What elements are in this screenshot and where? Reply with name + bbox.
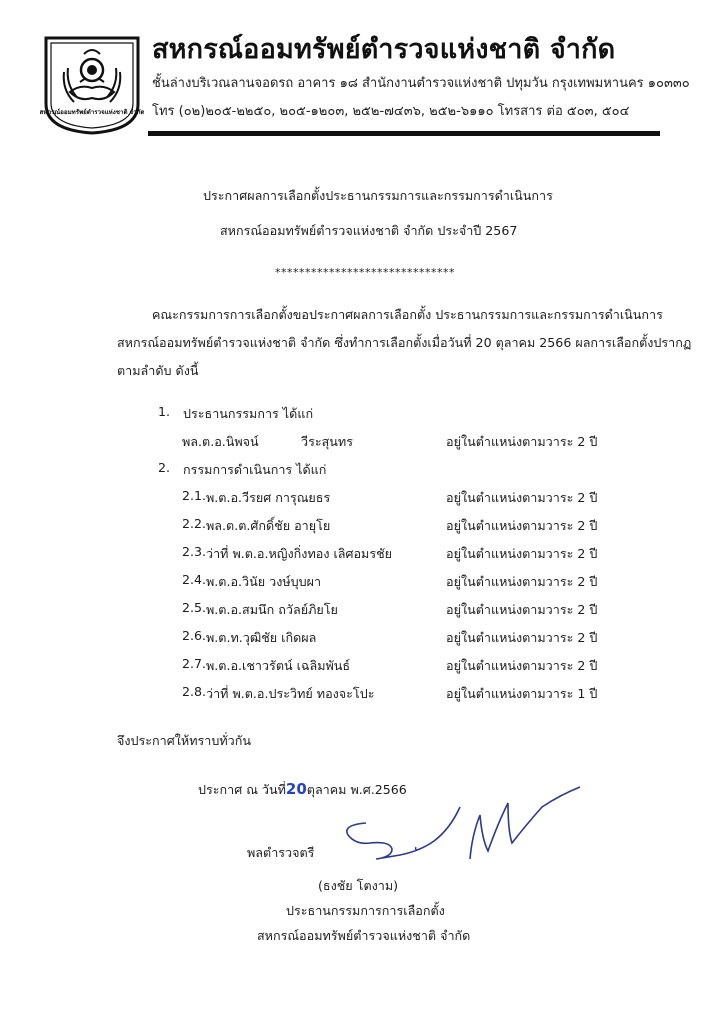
svg-text:สหกรณ์ออมทรัพย์ตำรวจแห่งชาติ จ: สหกรณ์ออมทรัพย์ตำรวจแห่งชาติ จำกัด — [40, 109, 144, 116]
member-name: พ.ต.อ.วินัย วงษ์บุบผา — [206, 574, 322, 589]
header-divider — [148, 131, 660, 136]
member-name: พ.ต.อ.สมนึก ถวัลย์ภิยโย — [206, 602, 338, 617]
member-term: อยู่ในตำแหน่งตามวาระ 2 ปี — [446, 518, 598, 533]
organization-address: ชั้นล่างบริเวณลานจอดรถ อาคาร ๑๘ สำนักงานตำรวจแห่งชาติ ปทุมวัน กรุงเทพมหานคร ๑๐๓๓๐ — [152, 76, 690, 91]
announcement-title-line1: ประกาศผลการเลือกตั้งประธานกรรมการและกรรมการดำเนินการ — [203, 188, 553, 203]
closing-statement: จึงประกาศให้ทราบทั่วกัน — [117, 733, 251, 748]
member-name: พล.ต.ต.ศักดิ์ชัย อายุโย — [206, 518, 331, 533]
member-number: 2.8. — [182, 684, 207, 699]
member-number: 2.6. — [182, 628, 207, 643]
date-month-year: ตุลาคม พ.ศ.2566 — [306, 782, 407, 797]
section2-number: 2. — [158, 460, 171, 475]
signer-position: ประธานกรรมการการเลือกตั้ง — [286, 903, 445, 918]
chairman-term: อยู่ในตำแหน่งตามวาระ 2 ปี — [446, 434, 598, 449]
member-name: พ.ต.อ.วีรยศ การุณยธร — [206, 490, 331, 505]
member-number: 2.1. — [182, 488, 207, 503]
handwritten-signature — [330, 785, 590, 870]
intro-line1: คณะกรรมการการเลือกตั้งขอประกาศผลการเลือกตั้ง ประธานกรรมการและกรรมการดำเนินการ — [152, 307, 663, 322]
date-day: 20 — [285, 780, 307, 798]
intro-line3: ตามลำดับ ดังนี้ — [117, 363, 199, 378]
member-number: 2.4. — [182, 572, 207, 587]
member-name: ว่าที่ พ.ต.อ.หญิงกิ่งทอง เลิศอมรชัย — [206, 546, 393, 561]
member-name: ว่าที่ พ.ต.อ.ประวิทย์ ทองจะโปะ — [206, 686, 375, 701]
section2-heading: กรรมการดำเนินการ ได้แก่ — [183, 462, 327, 477]
member-name: พ.ต.อ.เชาวรัตน์ เฉลิมพันธ์ — [206, 658, 351, 673]
chairman-name-first: พล.ต.อ.นิพจน์ — [182, 434, 259, 449]
member-term: อยู่ในตำแหน่งตามวาระ 2 ปี — [446, 630, 598, 645]
member-term: อยู่ในตำแหน่งตามวาระ 2 ปี — [446, 602, 598, 617]
announcement-title-line2: สหกรณ์ออมทรัพย์ตำรวจแห่งชาติ จำกัด ประจำปี 2567 — [220, 223, 518, 238]
member-number: 2.3. — [182, 544, 207, 559]
member-term: อยู่ในตำแหน่งตามวาระ 2 ปี — [446, 546, 598, 561]
member-term: อยู่ในตำแหน่งตามวาระ 2 ปี — [446, 574, 598, 589]
signer-rank: พลตำรวจตรี — [247, 845, 315, 860]
organization-name: สหกรณ์ออมทรัพย์ตำรวจแห่งชาติ จำกัด — [152, 34, 616, 65]
intro-line2: สหกรณ์ออมทรัพย์ตำรวจแห่งชาติ จำกัด ซึ่งทำการเลือกตั้งเมื่อวันที่ 20 ตุลาคม 2566 ผลการเลือกตั้งปรากฏ — [117, 335, 692, 350]
member-number: 2.2. — [182, 516, 207, 531]
section1-heading: ประธานกรรมการ ได้แก่ — [183, 406, 314, 421]
section1-number: 1. — [158, 404, 171, 419]
title-separator: ****************************** — [275, 266, 455, 279]
cooperative-logo — [40, 32, 144, 136]
member-term: อยู่ในตำแหน่งตามวาระ 1 ปี — [446, 686, 598, 701]
date-prefix: ประกาศ ณ วันที่ — [198, 782, 286, 797]
member-term: อยู่ในตำแหน่งตามวาระ 2 ปี — [446, 490, 598, 505]
organization-phone: โทร (๐๒)๒๐๕-๒๒๕๐, ๒๐๕-๑๒๐๓, ๒๕๒-๗๔๓๖, ๒๕๒-๖๑๑๐ โทรสาร ต่อ ๕๐๓, ๕๐๔ — [152, 104, 630, 119]
member-number: 2.7. — [182, 656, 207, 671]
member-name: พ.ต.ท.วุฒิชัย เกิดผล — [206, 630, 317, 645]
member-number: 2.5. — [182, 600, 207, 615]
signer-organization: สหกรณ์ออมทรัพย์ตำรวจแห่งชาติ จำกัด — [257, 928, 471, 943]
member-term: อยู่ในตำแหน่งตามวาระ 2 ปี — [446, 658, 598, 673]
chairman-name-last: วีระสุนทร — [301, 434, 353, 449]
signer-name: (ธงชัย โตงาม) — [318, 878, 399, 893]
